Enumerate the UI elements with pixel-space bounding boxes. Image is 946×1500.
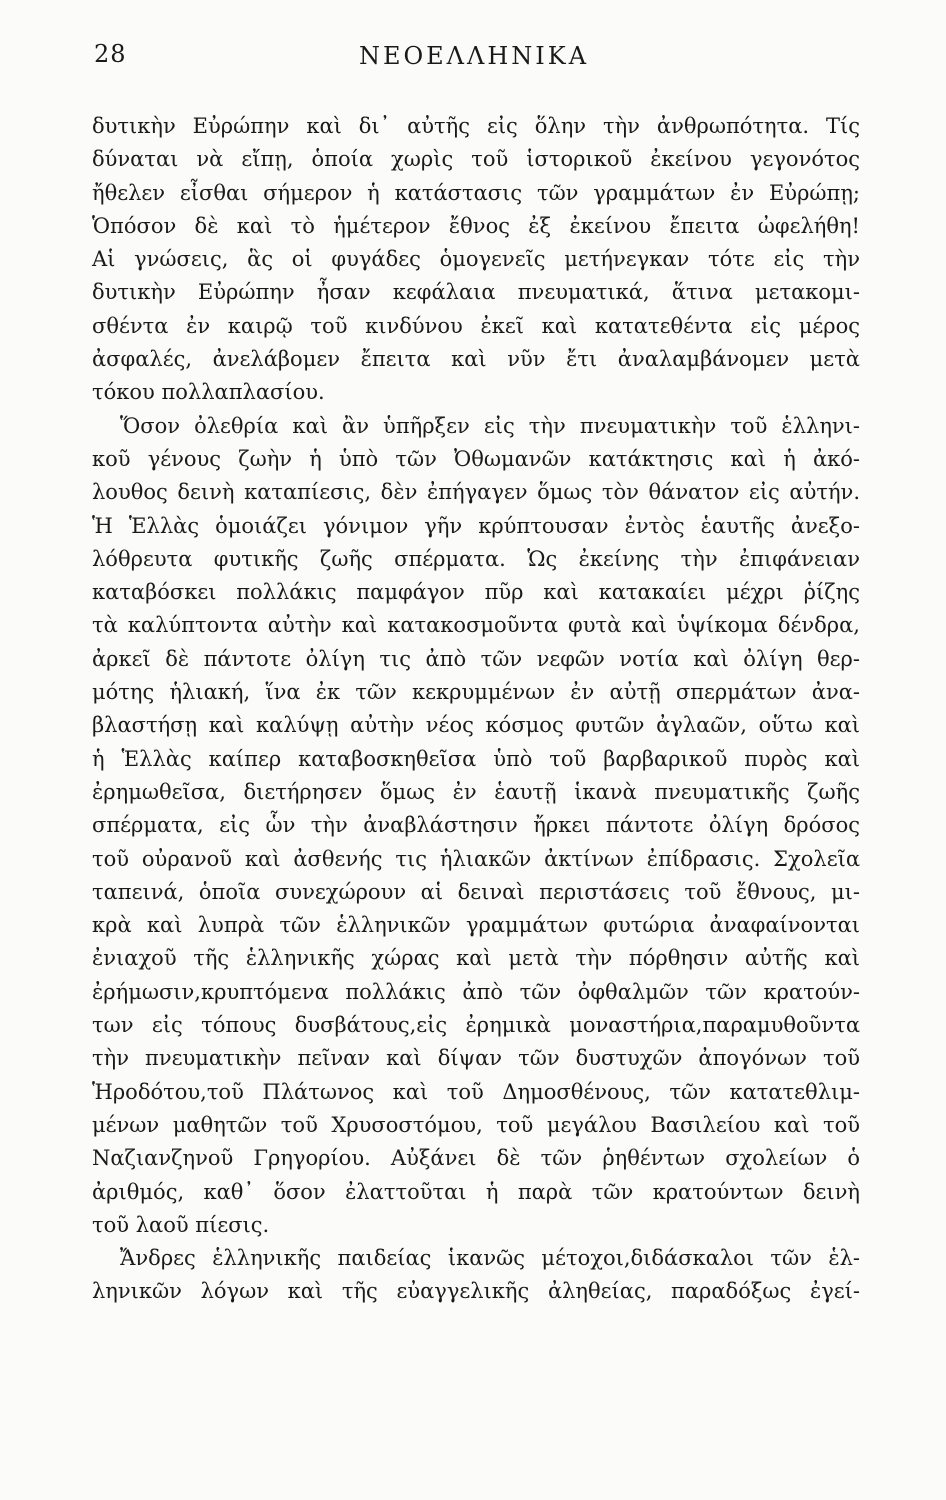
text-line: Αἱ γνώσεις, ἃς οἱ φυγάδες ὁμογενεῖς μετήνεγκαν τότε εἰς τὴν: [92, 247, 860, 272]
text-line: τοῦ λαοῦ πίεσις.: [92, 1212, 270, 1237]
text-line: κρὰ καὶ λυπρὰ τῶν ἑλληνικῶν γραμμάτων φυτώρια ἀναφαίνονται: [92, 913, 860, 938]
text-line: των εἰς τόπους δυσβάτους,εἰς ἐρημικὰ μοναστήρια,παραμυθοῦντα: [92, 1013, 860, 1038]
text-line: ἤθελεν εἶσθαι σήμερον ἡ κατάστασις τῶν γραμμάτων ἐν Εὐρώπῃ;: [92, 180, 860, 205]
text-line: λόθρευτα φυτικῆς ζωῆς σπέρματα. Ὡς ἐκείνης τὴν ἐπιφάνειαν: [92, 546, 860, 571]
text-line: μότης ἡλιακή, ἵνα ἐκ τῶν κεκρυμμένων ἐν αὐτῇ σπερμάτων ἀνα-: [92, 680, 860, 705]
text-line: ληνικῶν λόγων καὶ τῆς εὐαγγελικῆς ἀληθείας, παραδόξως ἐγεί-: [92, 1279, 860, 1304]
text-line: καταβόσκει πολλάκις παμφάγον πῦρ καὶ κατακαίει μέχρι ῥίζης: [92, 580, 860, 605]
text-line: λουθος δεινὴ καταπίεσις, δὲν ἐπήγαγεν ὅμως τὸν θάνατον εἰς αὐτήν.: [92, 480, 860, 505]
text-line: Ὅσον ὀλεθρία καὶ ἂν ὑπῆρξεν εἰς τὴν πνευματικὴν τοῦ ἑλληνι-: [120, 413, 860, 438]
running-title: ΝΕΟΕΛΛΗΝΙΚΑ: [358, 42, 590, 70]
text-line: τὰ καλύπτοντα αὐτὴν καὶ κατακοσμοῦντα φυτὰ καὶ ὑψίκομα δένδρα,: [92, 613, 860, 638]
text-line: τὴν πνευματικὴν πεῖναν καὶ δίψαν τῶν δυστυχῶν ἀπογόνων τοῦ: [92, 1046, 860, 1071]
text-line: δυτικὴν Εὐρώπην καὶ δι᾽ αὐτῆς εἰς ὅλην τὴν ἀνθρωπότητα. Τίς: [92, 114, 860, 138]
text-line: Ἡ Ἑλλὰς ὁμοιάζει γόνιμον γῆν κρύπτουσαν ἐντὸς ἑαυτῆς ἀνεξο-: [92, 513, 860, 538]
text-line: Ὁπόσον δὲ καὶ τὸ ἡμέτερον ἔθνος ἐξ ἐκείνου ἔπειτα ὠφελήθη!: [92, 213, 860, 238]
text-line: τόκου πολλαπλασίου.: [92, 380, 325, 405]
text-line: ταπεινά, ὁποῖα συνεχώρουν αἱ δειναὶ περιστάσεις τοῦ ἔθνους, μι-: [92, 879, 860, 904]
text-line: δύναται νὰ εἴπῃ, ὁποία χωρὶς τοῦ ἱστορικοῦ ἐκείνου γεγονότος: [92, 147, 860, 172]
text-line: ἡ Ἑλλὰς καίπερ καταβοσκηθεῖσα ὑπὸ τοῦ βαρβαρικοῦ πυρὸς καὶ: [92, 746, 860, 771]
running-head: [88, 40, 860, 80]
body-text: [92, 110, 860, 1309]
text-line: κοῦ γένους ζωὴν ἡ ὑπὸ τῶν Ὀθωμανῶν κατάκτησις καὶ ἡ ἀκό-: [92, 446, 860, 471]
text-line: σπέρματα, εἰς ὧν τὴν ἀναβλάστησιν ἤρκει πάντοτε ὀλίγη δρόσος: [92, 813, 860, 838]
text-line: τοῦ οὐρανοῦ καὶ ἀσθενής τις ἡλιακῶν ἀκτίνων ἐπίδρασις. Σχολεῖα: [92, 846, 860, 871]
text-line: ἐρημωθεῖσα, διετήρησεν ὅμως ἐν ἑαυτῇ ἱκανὰ πνευματικῆς ζωῆς: [92, 779, 860, 804]
text-line: Ἄνδρες ἑλληνικῆς παιδείας ἱκανῶς μέτοχοι,διδάσκαλοι τῶν ἑλ-: [120, 1246, 860, 1271]
text-line: ἀρκεῖ δὲ πάντοτε ὀλίγη τις ἀπὸ τῶν νεφῶν νοτία καὶ ὀλίγη θερ-: [92, 646, 860, 671]
text-line: ἐνιαχοῦ τῆς ἑλληνικῆς χώρας καὶ μετὰ τὴν πόρθησιν αὐτῆς καὶ: [92, 946, 860, 971]
text-line: μένων μαθητῶν τοῦ Χρυσοστόμου, τοῦ μεγάλου Βασιλείου καὶ τοῦ: [92, 1112, 860, 1137]
text-line: ἀσφαλές, ἀνελάβομεν ἔπειτα καὶ νῦν ἔτι ἀναλαμβάνομεν μετὰ: [92, 347, 860, 372]
text-line: βλαστήσῃ καὶ καλύψῃ αὐτὴν νέος κόσμος φυτῶν ἀγλαῶν, οὕτω καὶ: [92, 713, 860, 738]
text-line: δυτικὴν Εὐρώπην ἦσαν κεφάλαια πνευματικά, ἅτινα μετακομι-: [92, 280, 860, 305]
text-line: ἀριθμός, καθ᾽ ὅσον ἐλαττοῦται ἡ παρὰ τῶν κρατούντων δεινὴ: [92, 1179, 860, 1204]
text-line: Ναζιανζηνοῦ Γρηγορίου. Αὐξάνει δὲ τῶν ῥηθέντων σχολείων ὁ: [92, 1146, 860, 1171]
text-line: Ἡροδότου,τοῦ Πλάτωνος καὶ τοῦ Δημοσθένους, τῶν κατατεθλιμ-: [92, 1079, 860, 1104]
page-number: 28: [94, 40, 127, 68]
text-line: ἐρήμωσιν,κρυπτόμενα πολλάκις ἀπὸ τῶν ὀφθαλμῶν τῶν κρατούν-: [92, 979, 860, 1004]
text-line: σθέντα ἐν καιρῷ τοῦ κινδύνου ἐκεῖ καὶ κατατεθέντα εἰς μέρος: [92, 313, 860, 338]
